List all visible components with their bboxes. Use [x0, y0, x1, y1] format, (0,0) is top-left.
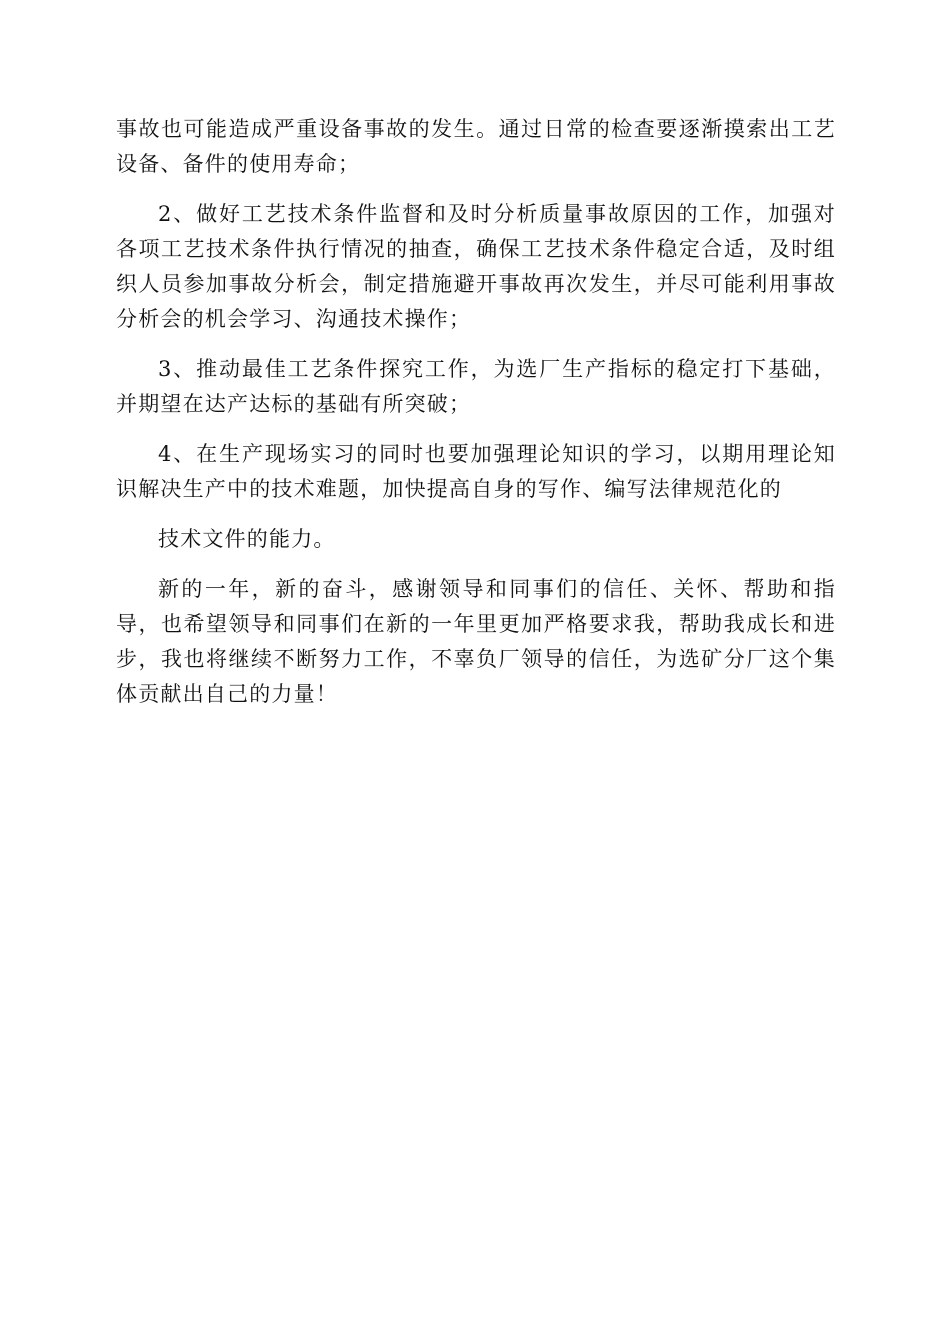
paragraph-continuation: 事故也可能造成严重设备事故的发生。通过日常的检查要逐渐摸索出工艺设备、备件的使用寿命； — [116, 117, 836, 176]
paragraph-item-4-tail: 技术文件的能力。 — [158, 527, 336, 551]
paragraph-item-4: 4、在生产现场实习的同时也要加强理论知识的学习，以期用理论知识解决生产中的技术难题，加快提高自身的写作、编写法律规范化的 — [116, 442, 836, 501]
paragraph-closing: 新的一年，新的奋斗，感谢领导和同事们的信任、关怀、帮助和指导，也希望领导和同事们在新的一年里更加严格要求我，帮助我成长和进步，我也将继续不断努力工作，不辜负厂领导的信任，为选矿分厂这个集体贡献出自己的力量！ — [116, 577, 836, 706]
paragraph-item-2: 2、做好工艺技术条件监督和及时分析质量事故原因的工作，加强对各项工艺技术条件执行情况的抽查，确保工艺技术条件稳定合适，及时组织人员参加事故分析会，制定措施避开事故再次发生，并尽可能利用事故分析会的机会学习、沟通技术操作； — [116, 202, 836, 331]
paragraph-item-3: 3、推动最佳工艺条件探究工作，为选厂生产指标的稳定打下基础，并期望在达产达标的基础有所突破； — [116, 357, 836, 416]
document-body — [116, 112, 836, 727]
